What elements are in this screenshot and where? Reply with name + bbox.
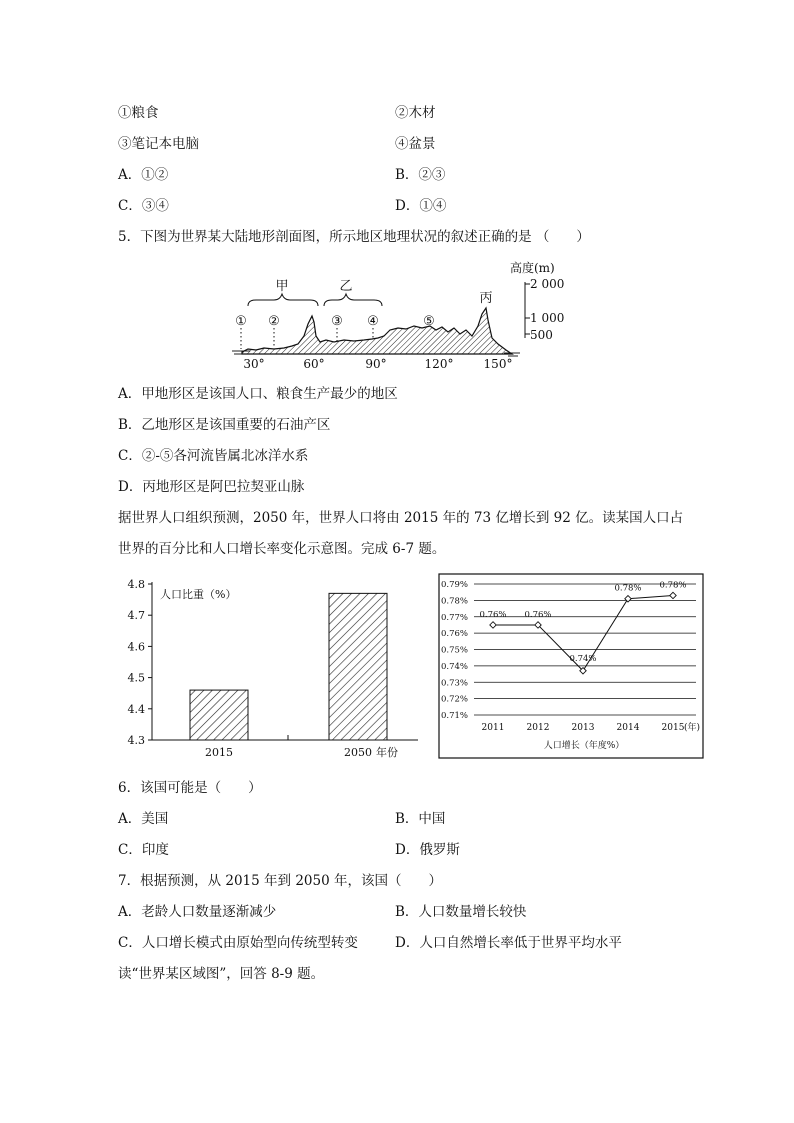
q7-choice-c: C．人口增长模式由原始型向传统型转变: [118, 935, 358, 951]
profile-x-tick-120: 120°: [424, 357, 454, 371]
height-tick-500: 500: [530, 328, 553, 342]
q5-choice-d: D．丙地形区是阿巴拉契亚山脉: [118, 479, 305, 495]
growth-point-2011: [490, 622, 496, 628]
line-y-tick-label: 0.73%: [440, 678, 468, 689]
region-bing-label: 丙: [479, 291, 493, 306]
growth-data-label: 0.78%: [659, 580, 687, 591]
line-y-tick-label: 0.75%: [440, 645, 468, 656]
region-yi-label: 乙: [339, 279, 353, 294]
q7-choice-b: B．人口数量增长较快: [395, 904, 527, 920]
q5-choice-b: B．乙地形区是该国重要的石油产区: [118, 417, 331, 433]
intro-line-2: 世界的百分比和人口增长率变化示意图。完成 6-7 题。: [118, 541, 446, 557]
line-y-tick-label: 0.78%: [440, 596, 468, 607]
q6-choice-c: C．印度: [118, 842, 169, 858]
bar-y-axis-label: 人口比重（%）: [160, 588, 237, 601]
population-growth-line-chart: [438, 573, 704, 759]
line-y-tick-label: 0.71%: [440, 711, 468, 721]
profile-x-tick-90: 90°: [365, 357, 387, 371]
bar-x-axis-label: 年份: [376, 746, 398, 759]
q4-choice-d: D．①④: [395, 198, 447, 214]
profile-x-tick-60: 60°: [303, 357, 325, 371]
river-label-5: ⑤: [423, 314, 435, 329]
q6-choice-a: A．美国: [118, 811, 169, 827]
bar-y-tick-label: 4.6: [127, 640, 145, 654]
profile-x-tick-150: 150°: [483, 357, 513, 371]
q4-option-3: ③笔记本电脑: [118, 136, 199, 152]
q5-choice-a: A．甲地形区是该国人口、粮食生产最少的地区: [118, 386, 398, 402]
line-x-tick-label: 2015: [661, 723, 685, 733]
bar-2050: [329, 593, 387, 740]
q8-intro: 读“世界某区域图”，回答 8-9 题。: [118, 966, 325, 982]
river-label-4: ④: [367, 314, 379, 329]
q5-stem: 5．下图为世界某大陆地形剖面图，所示地区地理状况的叙述正确的是 （ ）: [118, 229, 590, 245]
intro-line-1: 据世界人口组织预测，2050 年，世界人口将由 2015 年的 73 亿增长到 92 亿。读某国人口占: [118, 510, 684, 526]
q5-choice-c: C．②-⑤各河流皆属北冰洋水系: [118, 448, 309, 464]
bar-y-tick-label: 4.8: [127, 578, 145, 591]
growth-point-2014: [625, 596, 631, 602]
growth-data-label: 0.76%: [479, 609, 507, 620]
profile-x-tick-30: 30°: [243, 357, 265, 371]
region-jia-brace: [248, 294, 318, 306]
growth-data-label: 0.74%: [569, 653, 597, 664]
river-label-1: ①: [235, 314, 247, 329]
height-tick-2000: 2 000: [530, 277, 565, 291]
bar-category-label: 2050: [344, 746, 372, 759]
q4-option-2: ②木材: [395, 105, 436, 121]
bar-category-label: 2015: [205, 746, 233, 759]
q6-stem: 6．该国可能是（ ）: [118, 780, 262, 796]
q7-choice-d: D．人口自然增长率低于世界平均水平: [395, 935, 622, 951]
growth-data-label: 0.76%: [524, 609, 552, 620]
line-x-tick-label: 2012: [526, 723, 550, 733]
q7-choice-a: A．老龄人口数量逐渐减少: [118, 904, 277, 920]
line-x-tick-label: 2014: [616, 723, 640, 733]
q6-choice-d: D．俄罗斯: [395, 842, 460, 858]
q4-choice-c: C．③④: [118, 198, 169, 214]
river-label-3: ③: [331, 314, 343, 329]
line-y-tick-label: 0.76%: [440, 629, 468, 640]
q4-option-4: ④盆景: [395, 136, 436, 152]
line-x-axis-label: 人口增长（年度%）: [543, 741, 625, 751]
q4-choice-b: B．②③: [395, 167, 446, 183]
growth-data-label: 0.78%: [614, 583, 642, 594]
q6-choice-b: B．中国: [395, 811, 446, 827]
bar-y-tick-label: 4.4: [127, 702, 145, 716]
terrain-profile-figure: [226, 256, 565, 374]
bar-y-tick-label: 4.7: [127, 609, 145, 623]
q4-choice-a: A．①②: [118, 167, 169, 183]
line-y-tick-label: 0.77%: [440, 612, 468, 623]
bar-2015: [190, 690, 248, 740]
region-jia-label: 甲: [275, 279, 289, 294]
line-y-tick-label: 0.74%: [440, 661, 468, 672]
bar-y-tick-label: 4.3: [127, 734, 145, 747]
population-share-bar-chart: [118, 572, 436, 762]
height-axis-label: 高度(m): [510, 261, 555, 275]
line-x-tick-label: 2013: [571, 723, 595, 733]
height-tick-1000: 1 000: [530, 311, 565, 325]
growth-point-2015: [670, 592, 676, 598]
line-x-unit: (年): [684, 723, 701, 733]
q7-stem: 7．根据预测，从 2015 年到 2050 年，该国（ ）: [118, 873, 442, 889]
river-label-2: ②: [268, 314, 280, 329]
q4-option-1: ①粮食: [118, 105, 159, 121]
line-y-tick-label: 0.79%: [440, 580, 468, 590]
bar-y-tick-label: 4.5: [127, 671, 145, 685]
line-y-tick-label: 0.72%: [440, 694, 468, 705]
line-x-tick-label: 2011: [481, 723, 505, 733]
region-yi-brace: [324, 294, 382, 306]
